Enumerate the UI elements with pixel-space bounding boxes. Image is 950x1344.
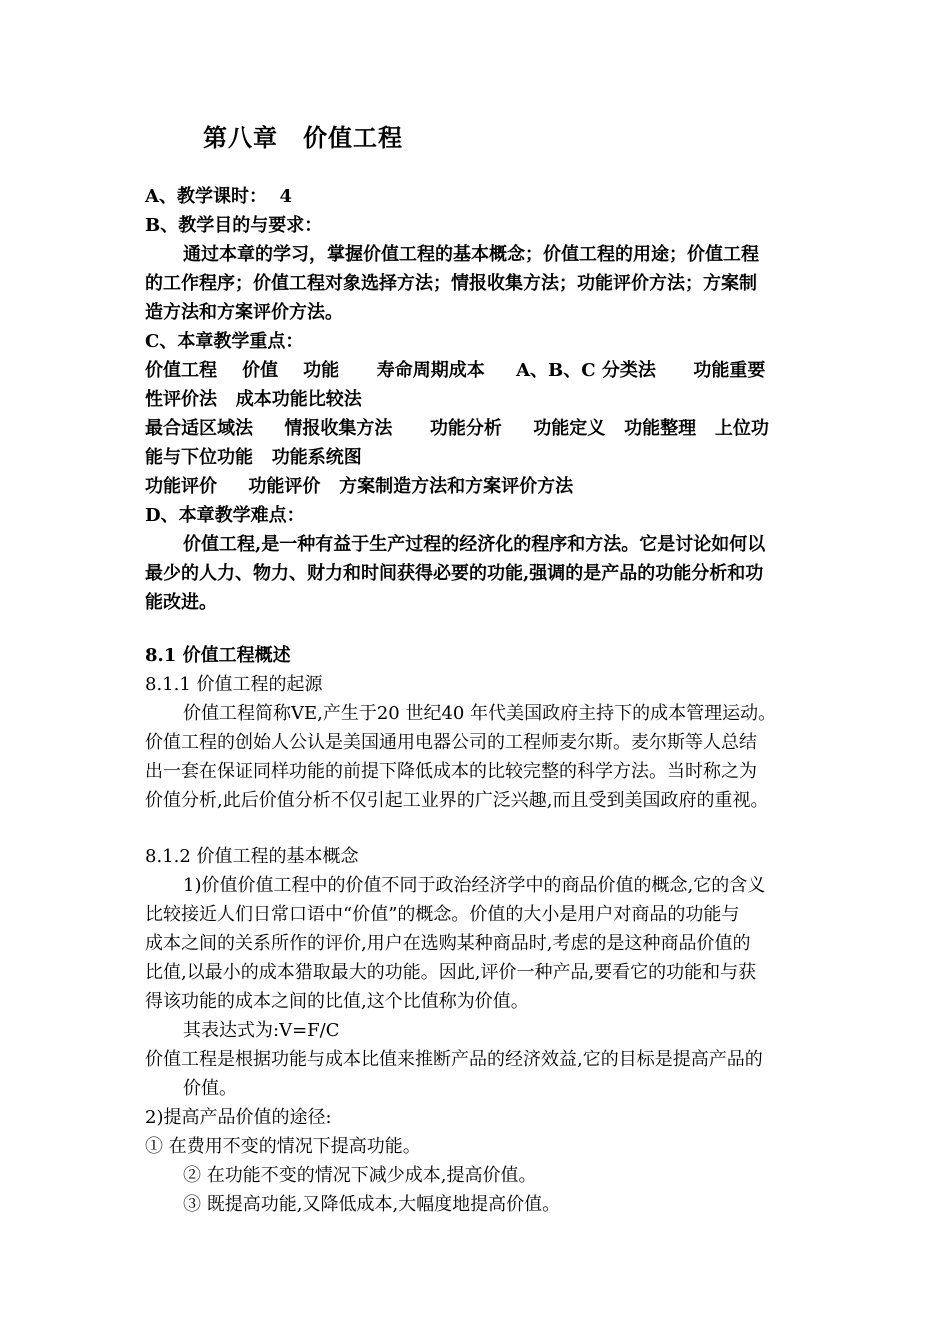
s812-text-line: 得该功能的成本之间的比值,这个比值称为价值。 (145, 991, 529, 1012)
s812-text-line: 比值,以最小的成本猎取最大的功能。因此,评价一种产品,要看它的功能和与获 (145, 962, 757, 983)
b-text-line: 通过本章的学习，掌握价值工程的基本概念；价值工程的用途；价值工程 (183, 244, 759, 265)
c-text-line: 能与下位功能 功能系统图 (145, 447, 362, 468)
section-8-1-2-heading: 8.1.2 价值工程的基本概念 (145, 846, 359, 867)
d-text-line: 价值工程,是一种有益于生产过程的经济化的程序和方法。它是讨论如何以 (183, 534, 766, 555)
s812-text-line: 成本之间的关系所作的评价,用户在选购某种商品时,考虑的是这种商品价值的 (145, 933, 751, 954)
s811-text-line: 价值分析,此后价值分析不仅引起工业界的广泛兴趣,而且受到美国政府的重视。 (145, 790, 769, 811)
s811-text-line: 出一套在保证同样功能的前提下降低成本的比较完整的科学方法。当时称之为 (145, 761, 757, 782)
b-text-line: 的工作程序；价值工程对象选择方法；情报收集方法；功能评价方法；方案制 (145, 273, 757, 294)
section-c-label: C、本章教学重点： (145, 331, 304, 352)
chapter-title: 第八章 价值工程 (203, 123, 403, 152)
formula-line: 其表达式为:V=F/C (183, 1020, 340, 1041)
b-text-line: 造方法和方案评价方法。 (145, 302, 343, 323)
target-text-line: 价值。 (183, 1078, 237, 1099)
c-text-line: 最合适区域法 情报收集方法 功能分析 功能定义 功能整理 上位功 (145, 418, 769, 439)
c-text-line: 功能评价 功能评价 方案制造方法和方案评价方法 (145, 476, 574, 497)
target-text-line: 价值工程是根据功能与成本比值来推断产品的经济效益,它的目标是提高产品的 (145, 1049, 763, 1070)
c-text-line: 性评价法 成本功能比较法 (145, 389, 362, 410)
d-text-line: 能改进。 (145, 592, 217, 613)
way-item: ① 在费用不变的情况下提高功能。 (145, 1136, 421, 1157)
section-d-label: D、本章教学难点： (145, 505, 305, 526)
s812-text-line: 1)价值价值工程中的价值不同于政治经济学中的商品价值的概念,它的含义 (183, 875, 766, 896)
d-text-line: 最少的人力、物力、财力和时间获得必要的功能,强调的是产品的功能分析和功 (145, 563, 764, 584)
way-item: ③ 既提高功能,又降低成本,大幅度地提高价值。 (183, 1194, 561, 1215)
way-item: ② 在功能不变的情况下减少成本,提高价值。 (183, 1165, 537, 1186)
section-a-label: A、教学课时： 4 (145, 186, 293, 207)
section-b-label: B、教学目的与要求： (145, 215, 323, 236)
section-8-1-heading: 8.1 价值工程概述 (145, 645, 291, 666)
ways-heading: 2)提高产品价值的途径: (145, 1107, 332, 1128)
s811-text-line: 价值工程简称VE,产生于20 世纪40 年代美国政府主持下的成本管理运动。 (183, 703, 777, 724)
c-text-line: 价值工程 价值 功能 寿命周期成本 A、B、C 分类法 功能重要 (145, 360, 766, 381)
s812-text-line: 比较接近人们日常口语中“价值”的概念。价值的大小是用户对商品的功能与 (145, 904, 740, 925)
s811-text-line: 价值工程的创始人公认是美国通用电器公司的工程师麦尔斯。麦尔斯等人总结 (145, 732, 757, 753)
section-8-1-1-heading: 8.1.1 价值工程的起源 (145, 674, 323, 695)
